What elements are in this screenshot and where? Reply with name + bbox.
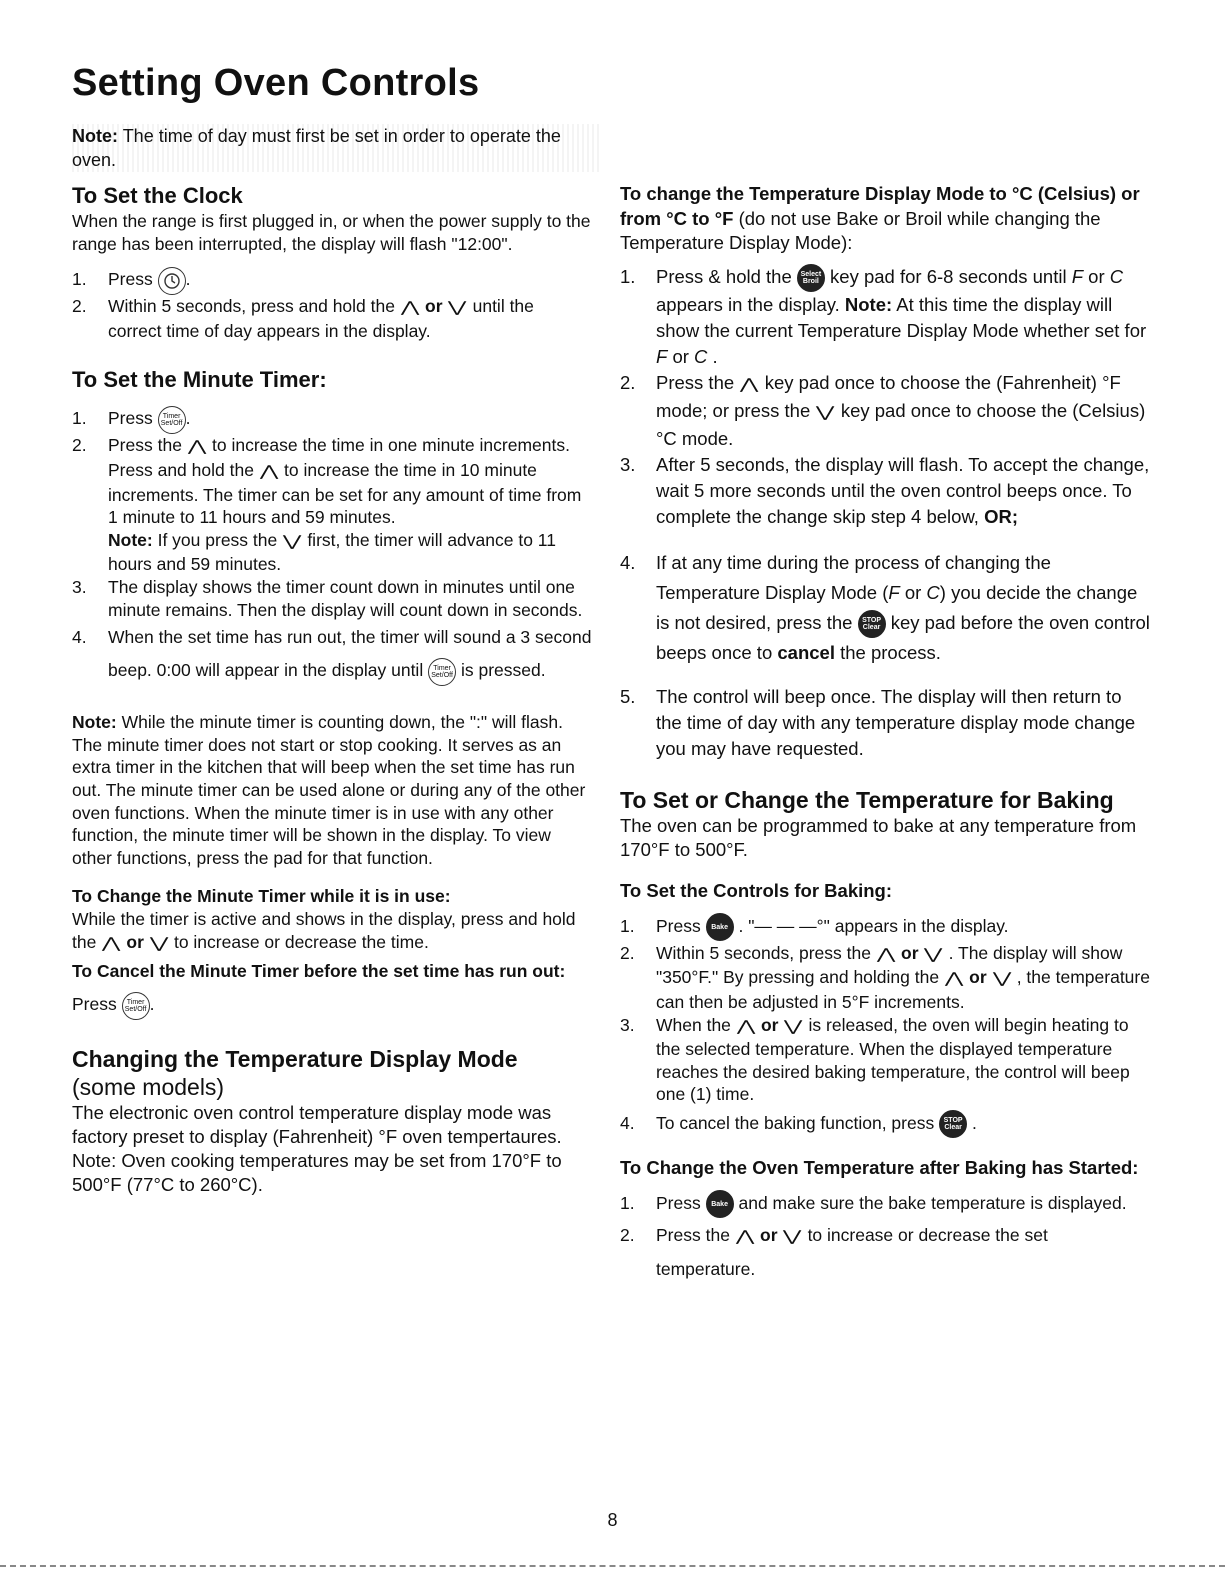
change-timer-heading: To Change the Minute Timer while it is in use: bbox=[72, 886, 451, 907]
list-item: 2. Within 5 seconds, press the ⋀ or ⋁ . The display will show "350°F." By pressing and holding the ⋀ or ⋁ , the temperature can then be adjusted in 5°F increments. bbox=[620, 942, 1150, 1012]
change-timer-text: While the timer is active and shows in the display, press and hold the ⋀ or ⋁ to increase or decrease the time. bbox=[72, 908, 592, 955]
clock-key-icon bbox=[158, 267, 186, 295]
list-item: 1. Press . bbox=[72, 263, 592, 295]
list-item: 2. Press the ⋀ key pad once to choose the (Fahrenheit) °F mode; or press the ⋁ key pad once to choose the (Celsius) °C mode. bbox=[620, 371, 1146, 449]
stop-clear-key-icon: STOP Clear bbox=[858, 610, 886, 638]
list-item: 5. The control will beep once. The display will then return to the time of day with any temperature display mode change you may have requested. bbox=[620, 685, 1136, 759]
change-oven-temp-heading: To Change the Oven Temperature after Baking has Started: bbox=[620, 1156, 1139, 1178]
list-item: 1. Press Timer Set/Off . bbox=[72, 402, 592, 434]
list-item: 3. After 5 seconds, the display will flash. To accept the change, wait 5 more seconds until the oven control beeps once. To complete the change skip step 4 below, OR; bbox=[620, 453, 1150, 527]
right-column bbox=[620, 182, 1150, 1285]
up-arrow-icon: ⋀ bbox=[736, 1017, 756, 1035]
baking-heading: To Set or Change the Temperature for Baking bbox=[620, 786, 1114, 813]
display-mode-heading: Changing the Temperature Display Mode bbox=[72, 1046, 518, 1073]
down-arrow-icon: ⋁ bbox=[992, 970, 1011, 988]
list-item: 1. Press & hold the Select Broil key pad for 6-8 seconds until F or C appears in the display. Note: At this time the display will show the current Temperature Display Mode whether set for F or C . bbox=[620, 265, 1147, 367]
down-arrow-icon: ⋁ bbox=[783, 1227, 802, 1245]
list-item: 1. Press Bake and make sure the bake temperature is displayed. bbox=[620, 1187, 1150, 1219]
change-oven-temp-steps bbox=[620, 1187, 1150, 1285]
note-text: The time of day must first be set in order to operate the oven. bbox=[72, 126, 561, 170]
left-column bbox=[72, 182, 592, 1197]
down-arrow-icon: ⋁ bbox=[448, 299, 467, 317]
timer-steps bbox=[72, 402, 592, 687]
up-arrow-icon: ⋀ bbox=[735, 1227, 755, 1245]
down-arrow-icon: ⋁ bbox=[283, 532, 302, 550]
clock-intro: When the range is first plugged in, or when the power supply to the range has been interrupted, the display will flash "12:00". bbox=[72, 211, 591, 254]
up-arrow-icon: ⋀ bbox=[259, 462, 279, 480]
page-title: Setting Oven Controls bbox=[72, 62, 480, 104]
celsius-steps bbox=[620, 264, 1150, 762]
timer-key-icon: Timer Set/Off bbox=[428, 658, 456, 686]
timer-key-icon: Timer Set/Off bbox=[122, 992, 150, 1020]
up-arrow-icon: ⋀ bbox=[740, 375, 759, 393]
bake-key-icon: Bake bbox=[706, 1190, 734, 1218]
list-item: 2. Press the ⋀ to increase the time in one minute increments. Press and hold the ⋀ to increase the time in 10 minute increments. The timer can be set for any amount of time from 1 minute to 11 hours and 59 minutes. Note: If you press the ⋁ first, the timer will advance to 11 hours and 59 minutes. bbox=[72, 435, 582, 575]
baking-intro: The oven can be programmed to bake at any temperature from 170°F to 500°F. bbox=[620, 814, 1137, 861]
clock-heading: To Set the Clock bbox=[72, 183, 243, 208]
up-arrow-icon: ⋀ bbox=[400, 299, 420, 317]
down-arrow-icon: ⋁ bbox=[784, 1017, 803, 1035]
time-of-day-note bbox=[72, 124, 602, 172]
down-arrow-icon: ⋁ bbox=[816, 403, 835, 421]
list-item: 2. Press the ⋀ or ⋁ to increase or decrease the set temperature. bbox=[620, 1219, 1150, 1285]
down-arrow-icon: ⋁ bbox=[149, 934, 169, 952]
celsius-heading: To change the Temperature Display Mode to °C (Celsius) or from °C to °F (do not use Bake or Broil while changing the Temperature Display Mode): bbox=[620, 183, 1140, 253]
bake-key-icon: Bake bbox=[706, 913, 734, 941]
list-item: 4. To cancel the baking function, press STOP Clear . bbox=[620, 1106, 1150, 1140]
up-arrow-icon: ⋀ bbox=[944, 970, 964, 988]
timer-key-icon: Timer Set/Off bbox=[158, 406, 186, 434]
stop-clear-key-icon: STOP Clear bbox=[939, 1110, 967, 1138]
list-item: 2. Within 5 seconds, press and hold the ⋀ or ⋁ until the correct time of day appears in the display. bbox=[72, 296, 534, 341]
up-arrow-icon: ⋀ bbox=[102, 934, 121, 952]
list-item: 4. If at any time during the process of changing the Temperature Display Mode (F or C) you decide the change is not desired, press the STOP Clear key pad before the oven control beeps once to cancel the process. bbox=[620, 551, 1150, 663]
baking-steps bbox=[620, 910, 1150, 1140]
select-broil-key-icon: Select Broil bbox=[797, 264, 825, 292]
display-mode-subheading: (some models) bbox=[72, 1074, 225, 1101]
bottom-divider bbox=[0, 1565, 1225, 1567]
down-arrow-icon: ⋁ bbox=[924, 945, 943, 963]
note-label: Note: bbox=[72, 126, 118, 146]
baking-controls-heading: To Set the Controls for Baking: bbox=[620, 879, 893, 901]
list-item: 1. Press Bake . "— — —°" appears in the display. bbox=[620, 910, 1150, 942]
page-number: 8 bbox=[607, 1510, 618, 1530]
list-item: 3. When the ⋀ or ⋁ is released, the oven will begin heating to the selected temperature. When the displayed temperature reaches the desired baking temperature, the control will beep one (1) time. bbox=[620, 1014, 1130, 1105]
up-arrow-icon: ⋀ bbox=[187, 438, 207, 456]
display-mode-text: The electronic oven control temperature display mode was factory preset to display (Fahrenheit) °F oven tempertaures. Note: Oven cooking temperatures may be set from 170°F to 500°F (77°C to 260°C). bbox=[72, 1102, 562, 1196]
timer-heading: To Set the Minute Timer: bbox=[72, 367, 327, 393]
up-arrow-icon: ⋀ bbox=[876, 945, 896, 963]
clock-steps bbox=[72, 263, 592, 342]
cancel-timer-text: To Cancel the Minute Timer before the set time has run out: Press Timer Set/Off . bbox=[72, 955, 592, 1021]
list-item: 4. When the set time has run out, the timer will sound a 3 second beep. 0:00 will appear in the display until Timer Set/Off is pressed. bbox=[72, 621, 592, 687]
timer-note: Note: While the minute timer is counting down, the ":" will flash. The minute timer does not start or stop cooking. It serves as an extra timer in the kitchen that will beep when the set time has run out. The minute timer can be used alone or during any of the other oven functions. When the minute timer is in use with any other function, the minute timer will be shown in the display. To view other functions, press the pad for that function. bbox=[72, 712, 586, 868]
list-item: 3. The display shows the timer count down in minutes until one minute remains. Then the display will count down in seconds. bbox=[72, 576, 583, 620]
